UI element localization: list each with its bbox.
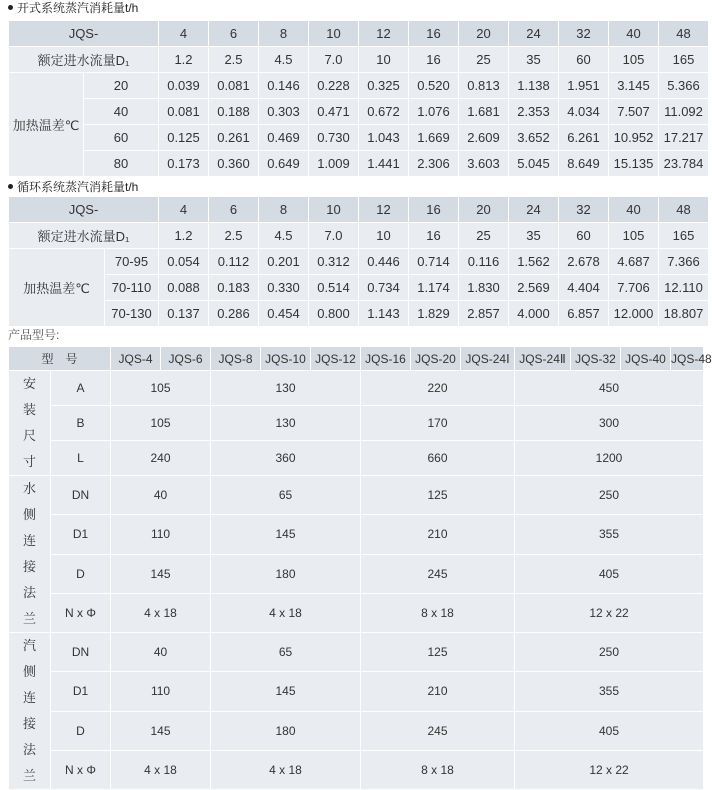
- flow-cell: 60: [559, 223, 609, 249]
- value-cell: 1.009: [309, 151, 359, 177]
- model-name-cell: JQS-10: [261, 347, 311, 371]
- dim-value: 4 x 18: [211, 750, 361, 789]
- value-cell: 10.952: [609, 125, 659, 151]
- temp-cell: 20: [84, 73, 159, 99]
- value-cell: 0.360: [209, 151, 259, 177]
- value-cell: 1.562: [509, 249, 559, 275]
- dim-value: 4 x 18: [211, 593, 361, 632]
- dim-value: 8 x 18: [361, 750, 515, 789]
- value-cell: 23.784: [659, 151, 709, 177]
- dim-value: 250: [515, 633, 704, 672]
- water-flange-row: [9, 554, 704, 593]
- dim-value: 65: [211, 476, 361, 515]
- value-cell: 3.145: [609, 73, 659, 99]
- dim-key: D1: [51, 672, 111, 711]
- model-cell: 16: [409, 21, 459, 47]
- value-cell: 1.174: [409, 275, 459, 301]
- install-row: [9, 441, 704, 476]
- model-name-cell: JQS-40: [621, 347, 671, 371]
- dim-key: A: [51, 371, 111, 406]
- dim-value: 210: [361, 672, 515, 711]
- dim-value: 405: [515, 711, 704, 750]
- steam-flange-row: [9, 633, 704, 672]
- dim-value: 180: [211, 554, 361, 593]
- data-row: [9, 249, 709, 275]
- value-cell: 0.469: [259, 125, 309, 151]
- model-cell: 4: [159, 197, 209, 223]
- dim-value: 660: [361, 441, 515, 476]
- flow-cell: 10: [359, 223, 409, 249]
- flow-cell: 10: [359, 47, 409, 73]
- value-cell: 4.000: [509, 301, 559, 327]
- steam-flange-row: [9, 750, 704, 789]
- model-cell: 12: [359, 21, 409, 47]
- flow-cell: 16: [409, 47, 459, 73]
- value-cell: 6.857: [559, 301, 609, 327]
- bullet-icon: [8, 5, 13, 10]
- value-cell: 4.687: [609, 249, 659, 275]
- value-cell: 0.183: [209, 275, 259, 301]
- flow-cell: 60: [559, 47, 609, 73]
- model-row: [9, 21, 709, 47]
- bullet-icon: [8, 184, 13, 189]
- dim-value: 125: [361, 476, 515, 515]
- model-label: JQS-: [9, 197, 159, 223]
- temp-cell: 80: [84, 151, 159, 177]
- value-cell: 1.681: [459, 99, 509, 125]
- circulating-system-steam-table: [8, 196, 709, 327]
- dim-value: 8 x 18: [361, 593, 515, 632]
- value-cell: 7.366: [659, 249, 709, 275]
- dim-value: 12 x 22: [515, 593, 704, 632]
- steam-flange-label: 汽侧连接法兰: [9, 633, 51, 790]
- model-name-cell: JQS-8: [211, 347, 261, 371]
- dim-value: 105: [111, 371, 211, 406]
- model-name-cell: JQS-24Ⅱ: [515, 347, 571, 371]
- temp-cell: 70-95: [105, 249, 159, 275]
- model-name-cell: JQS-4: [111, 347, 161, 371]
- water-flange-row: [9, 515, 704, 554]
- dim-value: 355: [515, 672, 704, 711]
- value-cell: 0.446: [359, 249, 409, 275]
- dim-value: 40: [111, 476, 211, 515]
- value-cell: 17.217: [659, 125, 709, 151]
- flow-cell: 1.2: [159, 223, 209, 249]
- value-cell: 1.138: [509, 73, 559, 99]
- value-cell: 1.076: [409, 99, 459, 125]
- flow-cell: 7.0: [309, 47, 359, 73]
- value-cell: 0.734: [359, 275, 409, 301]
- value-cell: 18.807: [659, 301, 709, 327]
- value-cell: 3.603: [459, 151, 509, 177]
- dim-value: 210: [361, 515, 515, 554]
- value-cell: 2.678: [559, 249, 609, 275]
- model-cell: 16: [409, 197, 459, 223]
- value-cell: 5.366: [659, 73, 709, 99]
- model-row: [9, 197, 709, 223]
- dim-key: D1: [51, 515, 111, 554]
- dim-value: 245: [361, 554, 515, 593]
- dim-value: 110: [111, 672, 211, 711]
- section-title-open-system: 开式系统蒸汽消耗量t/h: [8, 2, 138, 14]
- install-size-label: 安装尺寸: [9, 371, 51, 476]
- dim-value: 405: [515, 554, 704, 593]
- model-cell: 10: [309, 197, 359, 223]
- value-cell: 0.081: [209, 73, 259, 99]
- flow-cell: 4.5: [259, 223, 309, 249]
- dim-value: 65: [211, 633, 361, 672]
- flow-cell: 25: [459, 223, 509, 249]
- flow-cell: 105: [609, 47, 659, 73]
- flow-cell: 165: [659, 223, 709, 249]
- flow-cell: 2.5: [209, 47, 259, 73]
- value-cell: 0.303: [259, 99, 309, 125]
- open-system-steam-table: [8, 20, 709, 177]
- dim-value: 240: [111, 441, 211, 476]
- value-cell: 0.471: [309, 99, 359, 125]
- dim-value: 130: [211, 371, 361, 406]
- dim-key: B: [51, 406, 111, 441]
- temp-diff-label: 加热温差℃: [9, 249, 105, 327]
- value-cell: 0.514: [309, 275, 359, 301]
- dim-value: 220: [361, 371, 515, 406]
- value-cell: 0.201: [259, 249, 309, 275]
- model-name-cell: JQS-16: [361, 347, 411, 371]
- dim-value: 4 x 18: [111, 750, 211, 789]
- dim-key: D: [51, 711, 111, 750]
- water-flange-row: [9, 476, 704, 515]
- dim-value: 145: [111, 554, 211, 593]
- flow-label: 额定进水流量D₁: [9, 223, 159, 249]
- value-cell: 2.857: [459, 301, 509, 327]
- type-label: 型 号: [9, 347, 111, 371]
- value-cell: 0.146: [259, 73, 309, 99]
- model-cell: 10: [309, 21, 359, 47]
- flow-label: 额定进水流量D₁: [9, 47, 159, 73]
- value-cell: 0.454: [259, 301, 309, 327]
- dim-key: L: [51, 441, 111, 476]
- flow-cell: 1.2: [159, 47, 209, 73]
- model-cell: 20: [459, 197, 509, 223]
- value-cell: 0.116: [459, 249, 509, 275]
- model-cell: 8: [259, 21, 309, 47]
- value-cell: 2.609: [459, 125, 509, 151]
- value-cell: 2.306: [409, 151, 459, 177]
- value-cell: 15.135: [609, 151, 659, 177]
- model-cell: 32: [559, 21, 609, 47]
- model-label: JQS-: [9, 21, 159, 47]
- model-cell: 6: [209, 21, 259, 47]
- flow-cell: 165: [659, 47, 709, 73]
- value-cell: 0.054: [159, 249, 209, 275]
- dim-value: 250: [515, 476, 704, 515]
- product-model-table: [8, 346, 712, 790]
- temp-diff-label: 加热温差℃: [9, 73, 84, 177]
- dim-value: 145: [111, 711, 211, 750]
- value-cell: 0.261: [209, 125, 259, 151]
- water-flange-row: [9, 593, 704, 632]
- dim-key: DN: [51, 633, 111, 672]
- value-cell: 0.312: [309, 249, 359, 275]
- temp-cell: 40: [84, 99, 159, 125]
- dim-value: 145: [211, 515, 361, 554]
- value-cell: 0.520: [409, 73, 459, 99]
- data-row: [9, 73, 709, 99]
- value-cell: 0.649: [259, 151, 309, 177]
- section-title-circulating-system: 循环系统蒸汽消耗量t/h: [8, 181, 138, 193]
- value-cell: 2.353: [509, 99, 559, 125]
- install-row: [9, 371, 704, 406]
- flow-cell: 105: [609, 223, 659, 249]
- value-cell: 1.951: [559, 73, 609, 99]
- value-cell: 1.043: [359, 125, 409, 151]
- flow-cell: 16: [409, 223, 459, 249]
- dim-value: 355: [515, 515, 704, 554]
- section-title-product-model: 产品型号:: [8, 328, 60, 342]
- dim-value: 40: [111, 633, 211, 672]
- model-cell: 12: [359, 197, 409, 223]
- model-name-cell: JQS-48: [671, 347, 704, 371]
- dim-key: D: [51, 554, 111, 593]
- value-cell: 12.110: [659, 275, 709, 301]
- value-cell: 0.112: [209, 249, 259, 275]
- value-cell: 0.813: [459, 73, 509, 99]
- value-cell: 0.173: [159, 151, 209, 177]
- water-flange-label: 水侧连接法兰: [9, 476, 51, 633]
- model-name-cell: JQS-20: [411, 347, 461, 371]
- model-cell: 40: [609, 197, 659, 223]
- steam-flange-row: [9, 711, 704, 750]
- dim-value: 180: [211, 711, 361, 750]
- value-cell: 11.092: [659, 99, 709, 125]
- dim-key: DN: [51, 476, 111, 515]
- value-cell: 1.830: [459, 275, 509, 301]
- temp-cell: 70-110: [105, 275, 159, 301]
- flow-cell: 25: [459, 47, 509, 73]
- flow-cell: 35: [509, 47, 559, 73]
- value-cell: 1.143: [359, 301, 409, 327]
- value-cell: 7.507: [609, 99, 659, 125]
- model-cell: 8: [259, 197, 309, 223]
- value-cell: 8.649: [559, 151, 609, 177]
- value-cell: 0.188: [209, 99, 259, 125]
- dim-value: 245: [361, 711, 515, 750]
- model-cell: 48: [659, 21, 709, 47]
- value-cell: 6.261: [559, 125, 609, 151]
- model-cell: 24: [509, 21, 559, 47]
- dim-value: 145: [211, 672, 361, 711]
- value-cell: 5.045: [509, 151, 559, 177]
- flow-cell: 7.0: [309, 223, 359, 249]
- value-cell: 0.125: [159, 125, 209, 151]
- value-cell: 0.081: [159, 99, 209, 125]
- value-cell: 0.672: [359, 99, 409, 125]
- dim-value: 110: [111, 515, 211, 554]
- value-cell: 1.829: [409, 301, 459, 327]
- data-row: [9, 301, 709, 327]
- data-row: [9, 125, 709, 151]
- value-cell: 7.706: [609, 275, 659, 301]
- model-cell: 40: [609, 21, 659, 47]
- value-cell: 0.088: [159, 275, 209, 301]
- value-cell: 0.228: [309, 73, 359, 99]
- model-header-row: [9, 347, 704, 371]
- dim-value: 170: [361, 406, 515, 441]
- dim-value: 4 x 18: [111, 593, 211, 632]
- value-cell: 0.800: [309, 301, 359, 327]
- value-cell: 1.669: [409, 125, 459, 151]
- dim-value: 125: [361, 633, 515, 672]
- model-cell: 24: [509, 197, 559, 223]
- value-cell: 2.569: [509, 275, 559, 301]
- model-name-cell: JQS-12: [311, 347, 361, 371]
- dim-value: 1200: [515, 441, 704, 476]
- model-cell: 20: [459, 21, 509, 47]
- flow-cell: 35: [509, 223, 559, 249]
- flow-cell: 4.5: [259, 47, 309, 73]
- model-name-cell: JQS-32: [571, 347, 621, 371]
- dim-value: 12 x 22: [515, 750, 704, 789]
- model-cell: 6: [209, 197, 259, 223]
- temp-cell: 60: [84, 125, 159, 151]
- flow-row: [9, 223, 709, 249]
- dim-value: 300: [515, 406, 704, 441]
- value-cell: 4.404: [559, 275, 609, 301]
- value-cell: 0.325: [359, 73, 409, 99]
- value-cell: 0.137: [159, 301, 209, 327]
- value-cell: 0.039: [159, 73, 209, 99]
- model-cell: 4: [159, 21, 209, 47]
- dim-value: 450: [515, 371, 704, 406]
- value-cell: 0.330: [259, 275, 309, 301]
- model-name-cell: JQS-6: [161, 347, 211, 371]
- data-row: [9, 275, 709, 301]
- dim-value: 105: [111, 406, 211, 441]
- value-cell: 12.000: [609, 301, 659, 327]
- steam-flange-row: [9, 672, 704, 711]
- dim-key: N x Φ: [51, 750, 111, 789]
- install-row: [9, 406, 704, 441]
- data-row: [9, 151, 709, 177]
- value-cell: 0.730: [309, 125, 359, 151]
- dim-value: 360: [211, 441, 361, 476]
- value-cell: 3.652: [509, 125, 559, 151]
- model-cell: 32: [559, 197, 609, 223]
- flow-cell: 2.5: [209, 223, 259, 249]
- model-name-cell: JQS-24Ⅰ: [461, 347, 515, 371]
- value-cell: 4.034: [559, 99, 609, 125]
- value-cell: 0.286: [209, 301, 259, 327]
- value-cell: 1.441: [359, 151, 409, 177]
- dim-key: N x Φ: [51, 593, 111, 632]
- model-cell: 48: [659, 197, 709, 223]
- dim-value: 130: [211, 406, 361, 441]
- value-cell: 0.714: [409, 249, 459, 275]
- flow-row: [9, 47, 709, 73]
- temp-cell: 70-130: [105, 301, 159, 327]
- data-row: [9, 99, 709, 125]
